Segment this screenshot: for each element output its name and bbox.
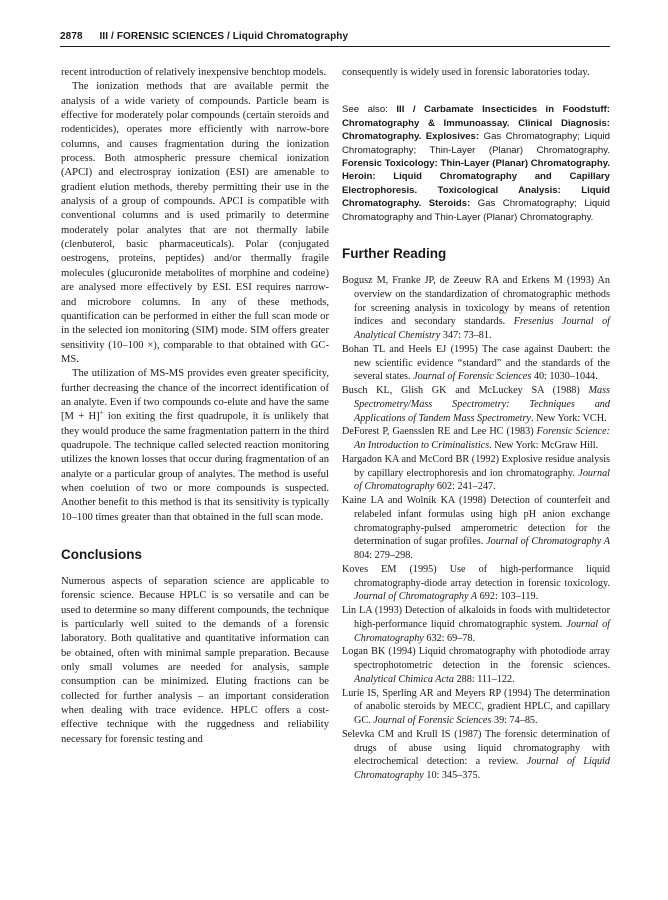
ref-text: 10: 345–375. [423, 770, 481, 781]
ref-text: 39: 74–85. [491, 715, 538, 726]
text-span: The utilization of MS-MS provides even greater specificity, further decreasing the chance of the incorrect identification of an analyte. Even if two compounds co-elute and have the same [M + H] [61, 368, 329, 423]
reference-item [342, 563, 610, 604]
paragraph-conclusions: Numerous aspects of separation science are applicable to forensic science. Because HPLC is so versatile and can be used to determine so many different compounds, the technique is particularly well suited to the demands of a forensic laboratory. Both qualitative and quantitative information can be obtained, often with minimal sample preparation. Because only small volumes are needed for analysis, sample consumption can be minimized. Eluting fractions can be collected for further analysis – an important consideration when dealing with trace evidence. HPLC offers a cost-effective technique with the ruggedness and reliability necessary for forensic testing and [61, 576, 329, 745]
paragraph-ms-ms [61, 367, 329, 525]
ref-journal: Forensic Science: An Introduction to Criminalistics [354, 426, 610, 451]
see-also-text: Gas Chromatography; Liquid Chromatography and Thin-Layer (Planar) Chromatography. [342, 198, 610, 223]
reference-item [342, 425, 610, 453]
ref-text: DeForest P, Gaensslen RE and Lee HC (1983) [342, 426, 537, 438]
superscript: + [99, 408, 104, 417]
ref-text: Lin LA (1993) Detection of alkaloids in foods with multidetector high-performance liquid chromatographic system. [342, 605, 610, 630]
left-column [61, 66, 329, 747]
ref-text: Bogusz M, Franke JP, de Zeeuw RA and Erkens M (1993) An overview on the standardization of chromatographic methods for screening analysis in toxicology by means of retention indices and secondary standards. [342, 275, 610, 328]
see-also [342, 103, 610, 224]
ref-text: Busch KL, Glish GK and McLuckey SA (1988) [342, 385, 589, 396]
ref-text: . New York: McGraw Hill. [489, 440, 599, 451]
ref-journal: Journal of Forensic Sciences [413, 371, 532, 383]
paragraph: consequently is widely used in forensic laboratories today. [342, 67, 590, 78]
ref-journal: Journal of Chromatography [354, 467, 610, 493]
ref-journal: Journal of Chromatography [354, 618, 610, 644]
conclusions-heading: Conclusions [61, 547, 143, 562]
ref-text: 288: 111–122. [453, 673, 515, 685]
ref-text: 692: 103–119. [477, 591, 539, 603]
reference-item [342, 494, 610, 563]
ref-text: 40: 1030–1044. [531, 371, 598, 383]
reference-item [342, 343, 610, 384]
reference-list [342, 274, 610, 783]
ref-journal: Fresenius Journal of Analytical Chemistry [354, 316, 610, 341]
ref-text: 632: 69–78. [423, 632, 476, 644]
see-also-link[interactable]: Forensic Toxicology: Thin-Layer (Planar) Chromatography. Heroin: Liquid Chromatography and Capillary Electrophoresis. Toxicological Analysis: Liquid Chromatography. Steroids: [342, 157, 610, 210]
reference-item [342, 604, 610, 645]
ref-journal: Journal of Chromatography A [354, 591, 478, 603]
ref-journal: Mass Spectrometry/Mass Spectrometry: Techniques and Applications of Tandem Mass Spectrometry [354, 385, 610, 424]
ref-text: Kaine LA and Wolnik KA (1998) Detection of counterfeit and relabeled infant formulas using high pH anion exchange chromatography-pulsed amperometric detection for the determination of sugar profiles. [342, 495, 610, 548]
text-span: ion exiting the first quadrupole, it is unlikely that they would produce the same fragmentation pattern in the third quadrupole. The technique called selected reaction monitoring utilizes the known losses that occur during fragmentation of an analyte or a particular group of analytes. The method is useful when coelution of two or more compounds is suspected. Another benefit to this method is that its sensitivity is typically 10–100 times greater than that obtained in the full scan mode. [61, 411, 329, 523]
ref-journal: Journal of Chromatography A [486, 536, 610, 548]
reference-item [342, 687, 610, 728]
paragraph: recent introduction of relatively inexpensive benchtop models. [61, 67, 327, 78]
ref-text: . New York: VCH. [530, 412, 607, 424]
ref-text: 347: 73–81. [440, 330, 492, 341]
see-also-link[interactable]: III / Carbamate Insecticides in Foodstuff: Chromatography & Immunoassay. Clinical Diagnosis: Chromatography. Explosives: [342, 104, 611, 143]
reference-item [342, 274, 610, 343]
ref-text: Koves EM (1995) Use of high-performance liquid chromatography-diode array detection in forensic toxicology. [342, 563, 610, 589]
page-number: 2878 [60, 31, 83, 42]
ref-text: Lurie IS, Sperling AR and Meyers RP (1994) The determination of anabolic steroids by MECC, gradient HPLC, and capillary GC. [342, 687, 610, 726]
ref-text: Hargadon KA and McCord BR (1992) Explosive residue analysis by capillary electrophoresis and ion chromatography. [342, 453, 610, 479]
ref-text: 804: 279–298. [354, 550, 413, 561]
see-also-label: See also: [342, 104, 397, 116]
running-header [60, 31, 610, 47]
ref-text: Logan BK (1994) Liquid chromatography with photodiode array spectrophotometric detection in the forensic sciences. [342, 646, 610, 671]
ref-journal: Journal of Forensic Sciences [373, 715, 492, 726]
ref-journal: Journal of Liquid Chromatography [354, 756, 610, 781]
ref-text: Bohan TL and Heels EJ (1995) The case against Daubert: the new scientific evidence “standard” and the standards of the several states. [342, 343, 610, 383]
reference-item [342, 453, 610, 494]
ref-journal: Analytical Chimica Acta [354, 673, 454, 685]
running-title: III / FORENSIC SCIENCES / Liquid Chromatography [99, 31, 349, 42]
ref-text: Selevka CM and Krull IS (1987) The forensic determination of drugs of abuse using liquid chromatography with electrochemical detection: a review. [342, 728, 610, 768]
paragraph-ionization: The ionization methods that are available permit the analysis of a wide variety of compounds. Particle beam is effective for moderately polar compounds (certain steroids and rodenticides), operates more efficiently with narrow-bore columns, and causes fragmentation during the ionization process. Both atmospheric pressure chemical ionization (APCI) and electrospray ionization (ESI) are amenable to gradient elution methods, thereby permitting their use in the analysis of a group of compounds. APCI is compatible with conventional columns and is used primarily to determine moderately polar analytes that are not thermally labile (clenbuterol, basic pharmaceuticals). Polar (conjugated oestrogens, proteins, peptides) and/or thermally fragile molecules (glucuronide metabolites of morphine and codeine) are analysed more effectively by ESI. ESI requires narrow- and microbore columns. In any of these methods, quantification can be performed in either the full scan mode or in the selected ion monitoring (SIM) mode. SIM offers greater sensitivity (10–100 ×), comparable to that obtained with GC-MS. [61, 81, 329, 365]
reference-item [342, 645, 610, 686]
reference-item [342, 728, 610, 783]
further-reading-heading: Further Reading [342, 246, 447, 261]
reference-item [342, 384, 610, 425]
see-also-text: Gas Chromatography; Liquid Chromatography; Thin-Layer (Planar) Chromatography. [342, 131, 610, 156]
right-column [342, 66, 610, 783]
ref-text: 602: 241–247. [434, 481, 496, 493]
